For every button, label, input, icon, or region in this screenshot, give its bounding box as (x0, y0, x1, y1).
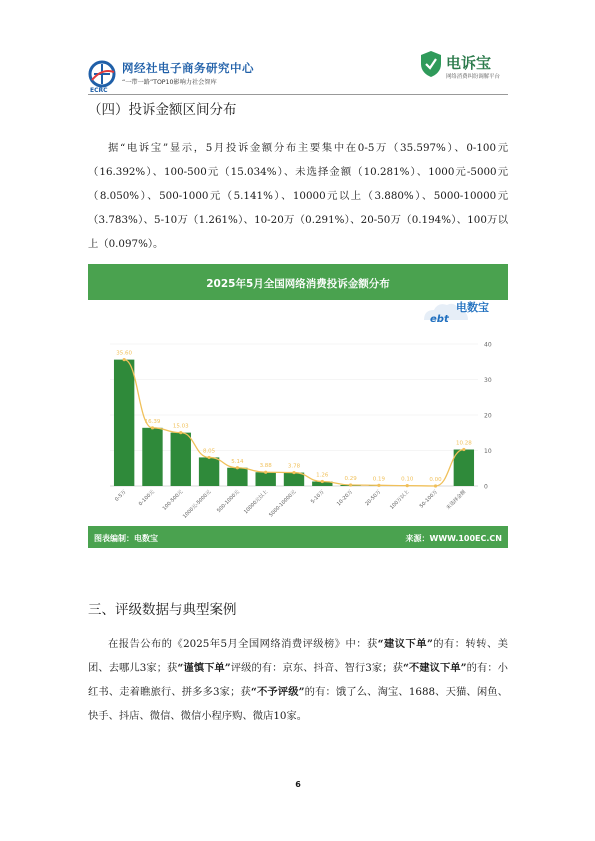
chart-footer-right: 来源：WWW.100EC.CN (405, 534, 502, 543)
dianshubao-logo-sub: 网络消费纠纷调解平台 (446, 74, 500, 80)
dianshubao-logo (420, 50, 520, 88)
trend-point (321, 480, 324, 483)
chart-footer-left: 图表编制：电数宝 (94, 534, 158, 543)
ecrc-globe-icon (88, 60, 118, 90)
data-label: 0.29 (344, 475, 357, 482)
watermark-latin: ebt (430, 314, 449, 325)
y-tick-label: 10 (484, 448, 492, 455)
data-label: 0.00 (429, 477, 442, 483)
x-tick-label: 20-50万 (364, 489, 383, 508)
trend-point (406, 484, 409, 487)
x-tick-label: 10-20万 (335, 489, 355, 508)
chart-bar (227, 468, 247, 486)
chart-bar (171, 433, 191, 486)
para2-bold-not-recommend: “不建议下单” (402, 662, 467, 674)
ecrc-logo-text: 网经社电子商务研究中心 (122, 61, 254, 75)
para2-text-4: 的有：小红书、走着瞧旅行、拼多多3家；获 (88, 662, 508, 698)
para2-text-2: 的有：转转、美团、去哪儿3家；获 (88, 638, 508, 674)
chart-bar (256, 472, 276, 486)
x-tick-label: 500-1000元 (215, 489, 241, 514)
x-tick-label: 未选择金额 (445, 489, 468, 512)
section3-heading: 三、评级数据与典型案例 (88, 602, 237, 618)
trend-point (434, 484, 437, 487)
page-number: 6 (295, 780, 301, 789)
trend-point (377, 484, 380, 487)
x-tick-label: 0-5万 (114, 489, 128, 503)
y-tick-label: 40 (484, 341, 492, 349)
x-tick-label: 0-100元 (137, 489, 156, 508)
paragraph-amount-distribution: 据“电诉宝”显示，5月投诉金额分布主要集中在0-5万（35.597%）、0-100元（16.392%）、100-500元（15.034%）、未选择金额（10.281%）、1000元-5000元（8.050%）、500-1000元（5.141%）、10000元以上（3.880%）、5000-10000元（3.783%）、5-10万（1.261%）、10-20万（0.291%）、20-50万（0.194%）、100万以上（0.097%）。 (88, 142, 508, 250)
para2-bold-unrated: “不予评级” (250, 686, 305, 698)
header-divider (88, 94, 508, 95)
data-label: 35.60 (116, 350, 133, 357)
watermark-text: 电数宝 (456, 301, 489, 314)
ecrc-logo (88, 58, 278, 92)
chart-bar (142, 428, 162, 486)
data-label: 15.03 (172, 423, 189, 430)
y-tick-label: 20 (484, 412, 492, 420)
shield-icon (420, 50, 442, 78)
data-label: 5.14 (231, 458, 244, 465)
chart-bar (114, 360, 134, 486)
chart-bar (199, 457, 219, 486)
data-label: 0.10 (401, 476, 414, 483)
data-label: 16.39 (144, 418, 161, 425)
data-label: 8.05 (202, 448, 216, 455)
data-label: 1.26 (316, 472, 329, 479)
data-label: 10.28 (455, 440, 472, 447)
trend-point (462, 448, 465, 451)
y-tick-label: 0 (484, 483, 488, 491)
dianshubao-logo-text: 电诉宝 (446, 54, 492, 72)
paragraph-rating-results (88, 632, 508, 728)
trend-point (264, 471, 267, 474)
para2-text-1: 在报告公布的《2025年5月全国网络消费评级榜》中：获 (108, 638, 378, 650)
chart-title: 2025年5月全国网络消费投诉金额分布 (206, 278, 390, 290)
trend-point (236, 466, 239, 469)
chart-bar (284, 473, 304, 486)
ecrc-logo-abbr: ECRC (90, 87, 108, 94)
ecrc-logo-tagline: “一带一路”TOP10影响力社会智库 (122, 79, 217, 86)
trend-point (349, 483, 352, 486)
trend-point (123, 358, 126, 361)
trend-point (207, 456, 210, 459)
para2-bold-recommend: “建议下单” (377, 638, 433, 650)
para2-text-3: 评级的有：京东、抖音、智行3家；获 (230, 662, 403, 674)
trend-point (292, 471, 295, 474)
para2-text-5: 的有：饿了么、淘宝、1688、天猫、闲鱼、快手、抖店、微信、微信小程序购、微店10家。 (88, 686, 508, 722)
x-tick-label: 50-100万 (418, 489, 439, 510)
data-label: 3.88 (259, 463, 272, 470)
y-tick-label: 30 (484, 377, 492, 384)
x-tick-label: 100万以上 (389, 489, 411, 511)
trend-point (179, 431, 182, 434)
x-tick-label: 1000元-5000元 (181, 489, 213, 520)
chart-svg (88, 264, 508, 548)
data-label: 3.78 (287, 463, 301, 470)
trend-point (151, 426, 154, 429)
x-tick-label: 100-500元 (161, 489, 185, 512)
data-label: 0.19 (372, 476, 386, 483)
amount-distribution-chart (88, 264, 508, 548)
chart-bar (454, 450, 474, 486)
x-tick-label: 5-10万 (309, 489, 326, 505)
para2-bold-caution: “谨慎下单” (177, 662, 231, 674)
x-tick-label: 10000元以上 (243, 489, 270, 516)
section-heading: （四）投诉金额区间分布 (88, 102, 237, 118)
x-tick-label: 5000-10000元 (268, 489, 298, 519)
